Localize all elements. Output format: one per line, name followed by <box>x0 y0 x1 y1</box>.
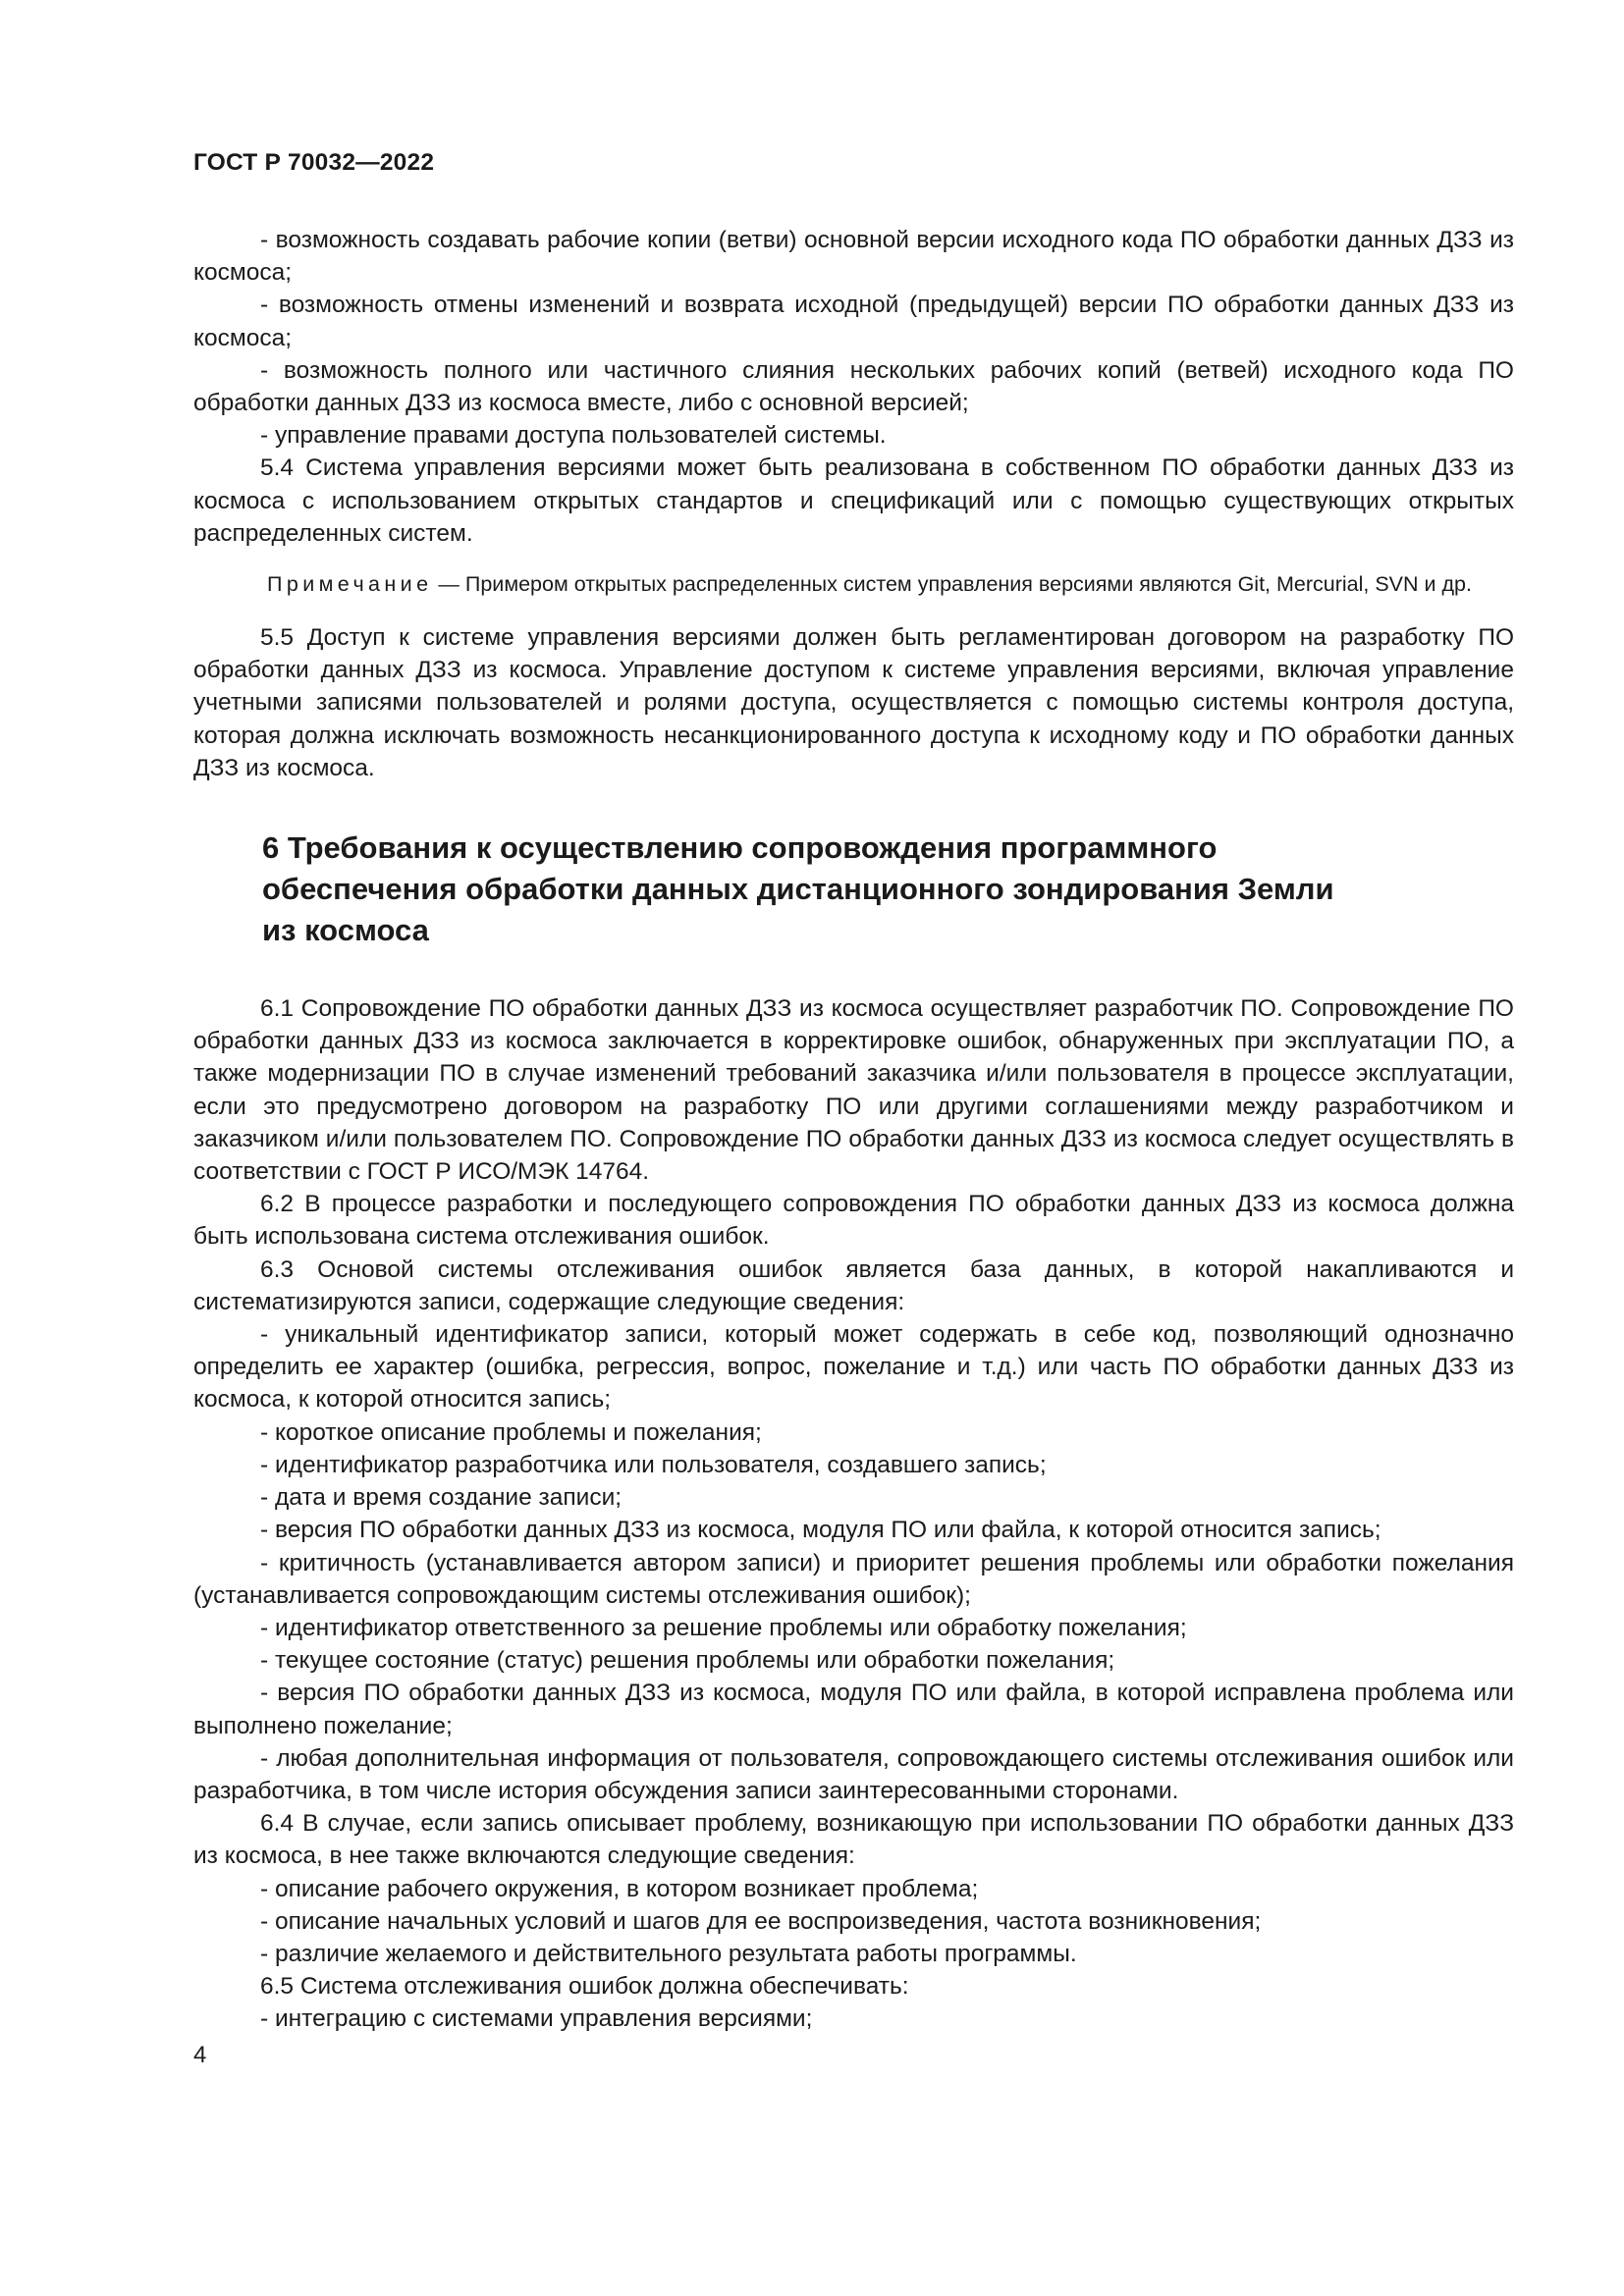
paragraph-6-4: 6.4 В случае, если запись описывает проблему, возникающую при использовании ПО обработки данных ДЗЗ из космоса, в нее также включаются следующие сведения: <box>193 1810 1514 1870</box>
paragraph-6-3: 6.3 Основой системы отслеживания ошибок является база данных, в которой накапливаются и систематизируются записи, содержащие следующие сведения: <box>193 1255 1514 1315</box>
list-item: - критичность (устанавливается автором записи) и приоритет решения проблемы или обработки пожелания (устанавливается сопровождающим системы отслеживания ошибок); <box>193 1549 1514 1609</box>
list-item: - короткое описание проблемы и пожелания; <box>260 1418 762 1446</box>
list-item: - возможность создавать рабочие копии (ветви) основной версии исходного кода ПО обработки данных ДЗЗ из космоса; <box>193 227 1514 287</box>
section-6-heading-line-3: из космоса <box>262 913 429 948</box>
paragraph-6-2: 6.2 В процессе разработки и последующего сопровождения ПО обработки данных ДЗЗ из космоса должна быть использована система отслеживания ошибок. <box>193 1191 1514 1251</box>
list-item: - описание рабочего окружения, в котором возникает проблема; <box>260 1875 979 1902</box>
list-item: - интеграцию с системами управления версиями; <box>260 2005 813 2033</box>
paragraph-6-5: 6.5 Система отслеживания ошибок должна обеспечивать: <box>260 1973 909 2001</box>
section-6-heading-line-1: 6 Требования к осуществлению сопровождения программного <box>262 830 1218 866</box>
document-code-header: ГОСТ Р 70032—2022 <box>193 149 435 176</box>
list-item: - идентификатор ответственного за решение проблемы или обработку пожелания; <box>260 1614 1187 1641</box>
section-6-heading <box>193 828 1440 951</box>
list-item: - возможность отмены изменений и возврата исходной (предыдущей) версии ПО обработки данных ДЗЗ из космоса; <box>193 292 1514 351</box>
section-6-heading-line-2: обеспечения обработки данных дистанционного зондирования Земли <box>262 872 1334 907</box>
paragraph-5-4: 5.4 Система управления версиями может быть реализована в собственном ПО обработки данных ДЗЗ из космоса с использованием открытых стандартов и спецификаций или с помощью существующих открытых распределенных систем. <box>193 454 1514 547</box>
list-item: - любая дополнительная информация от пользователя, сопровождающего системы отслеживания ошибок или разработчика, в том числе история обсуждения записи заинтересованными сторонами. <box>193 1744 1514 1804</box>
page-number: 4 <box>193 2042 207 2068</box>
list-item: - текущее состояние (статус) решения проблемы или обработки пожелания; <box>260 1647 1115 1675</box>
note-label: Примечание <box>267 572 433 597</box>
note <box>193 569 1514 600</box>
list-item: - уникальный идентификатор записи, который может содержать в себе код, позволяющий однозначно определить ее характер (ошибка, регрессия, вопрос, пожелание и т.д.) или часть ПО обработки данных ДЗЗ из космоса, к которой относится запись; <box>193 1321 1514 1414</box>
paragraph-6-1: 6.1 Сопровождение ПО обработки данных ДЗЗ из космоса осуществляет разработчик ПО. Сопровождение ПО обработки данных ДЗЗ из космоса заключается в корректировке ошибок, обнаруженных при эксплуатации ПО, а также модернизации ПО в случае изменений требований заказчика и/или пользователя в процессе эксплуатации, если это предусмотрено договором на разработку ПО или другими соглашениями между разработчиком и заказчиком и/или пользователем ПО. Сопровождение ПО обработки данных ДЗЗ из космоса следует осуществлять в соответствии с ГОСТ Р ИСО/МЭК 14764. <box>193 995 1514 1186</box>
list-item: - версия ПО обработки данных ДЗЗ из космоса, модуля ПО или файла, к которой относится запись; <box>260 1517 1381 1544</box>
document-body <box>193 224 1514 2036</box>
list-item: - идентификатор разработчика или пользователя, создавшего запись; <box>260 1451 1047 1478</box>
note-text: — Примером открытых распределенных систем управления версиями являются Git, Mercurial, SVN и др. <box>432 572 1472 597</box>
list-item: - описание начальных условий и шагов для ее воспроизведения, частота возникновения; <box>260 1907 1262 1935</box>
paragraph-5-5: 5.5 Доступ к системе управления версиями должен быть регламентирован договором на разработку ПО обработки данных ДЗЗ из космоса. Управление доступом к системе управления версиями, включая управление учетными записями пользователей и ролями доступа, осуществляется с помощью системы контроля доступа, которая должна исключать возможность несанкционированного доступа к исходному коду и ПО обработки данных ДЗЗ из космоса. <box>193 624 1514 781</box>
list-item: - дата и время создание записи; <box>260 1484 623 1512</box>
list-item: - различие желаемого и действительного результата работы программы. <box>260 1940 1077 1967</box>
list-item: - возможность полного или частичного слияния нескольких рабочих копий (ветвей) исходного кода ПО обработки данных ДЗЗ из космоса вместе, либо с основной версией; <box>193 356 1514 417</box>
list-item: - версия ПО обработки данных ДЗЗ из космоса, модуля ПО или файла, в которой исправлена проблема или выполнено пожелание; <box>193 1680 1514 1739</box>
list-item: - управление правами доступа пользователей системы. <box>260 422 887 450</box>
